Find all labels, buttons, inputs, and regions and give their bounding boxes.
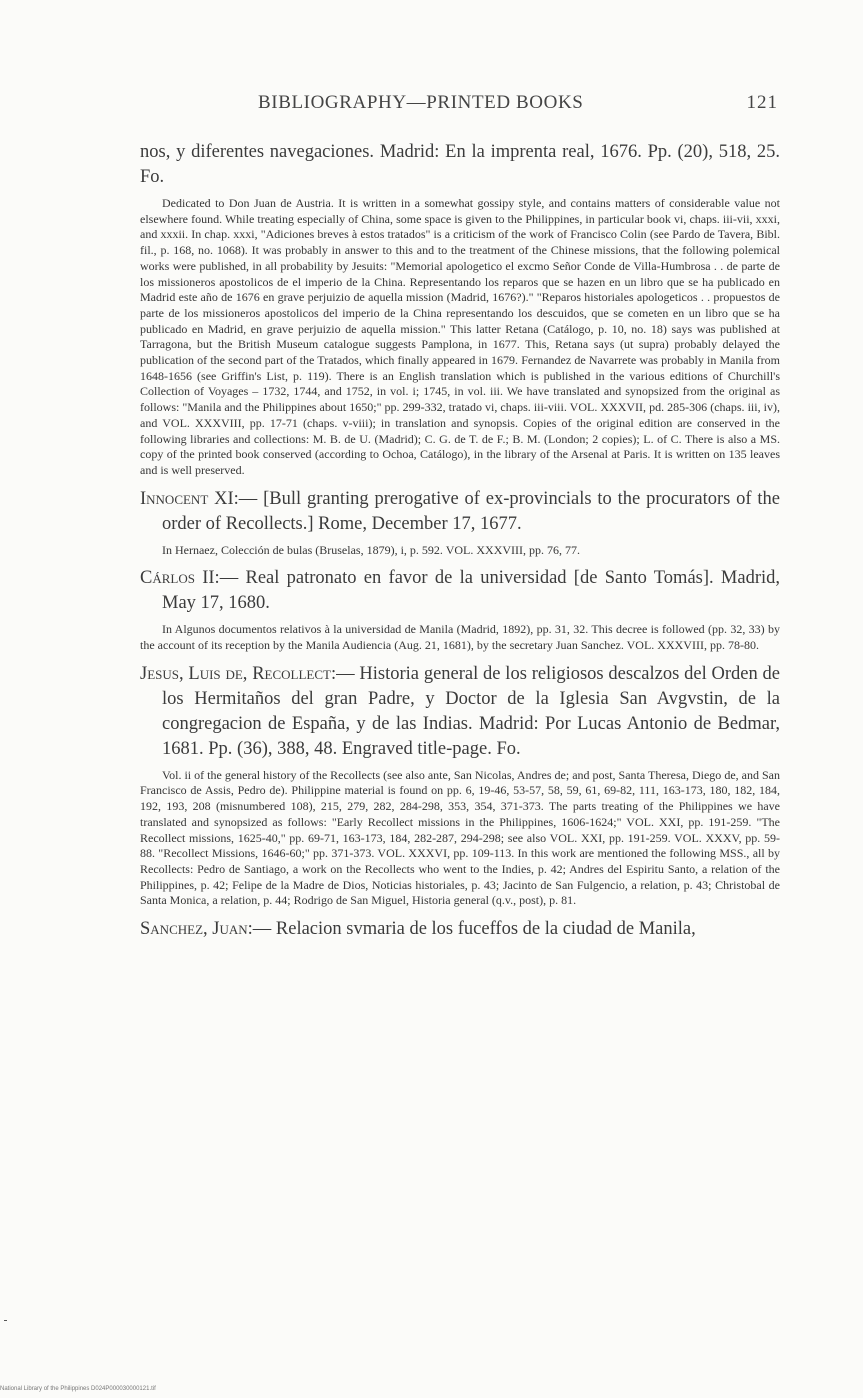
entry-heading: Sanchez, Juan:— <box>140 919 272 940</box>
entry-heading: Innocent XI:— <box>140 488 258 509</box>
entry-text-block <box>140 917 780 942</box>
entry-text: [Bull granting prerogative of ex-provincials to the procurators of the order of Recollects.] Rome, December 17, 1677. <box>162 488 780 534</box>
margin-mark <box>4 1320 7 1321</box>
entry-note: In Algunos documentos relativos à la universidad de Manila (Madrid, 1892), pp. 31, 32. This decree is followed (pp. 32, 33) by the account of its reception by the Manila Audiencia (Aug. 21, 1681), by the secretary Juan Sanchez. VOL. XXXVIII, pp. 78-80. <box>140 622 780 653</box>
running-title: BIBLIOGRAPHY—PRINTED BOOKS <box>258 92 584 113</box>
entry-text-block <box>140 662 780 762</box>
entry-heading: Jesus, Luis de, Recollect:— <box>140 663 355 684</box>
entry-heading: Cárlos II:— <box>140 568 239 589</box>
page-number: 121 <box>746 92 778 113</box>
bibliography-entry <box>140 566 780 653</box>
entry-note: In Hernaez, Colección de bulas (Bruselas, 1879), i, p. 592. VOL. XXXVIII, pp. 76, 77. <box>162 542 581 557</box>
entry-text-block <box>140 566 780 616</box>
bibliography-entry <box>140 140 780 479</box>
bibliography-entry <box>140 917 780 942</box>
bibliography-entry <box>140 487 780 559</box>
bibliography-entry <box>140 662 780 909</box>
entry-note: Vol. ii of the general history of the Recollects (see also ante, San Nicolas, Andres de; and post, Santa Theresa, Diego de, and San Francisco de Assis, Pedro de). Philippine material is found on pp. 6, 19-46, 53-57, 58, 59, 61, 69-82, 111, 163-173, 180, 182, 184, 192, 193, 208 (misnumbered 108), 215, 279, 282, 284-298, 353, 354, 371-373. The parts treating of the Philippines we have translated and synopsized as follows: "Early Recollect missions in the Philippines, 1606-1624;" VOL. XXI, pp. 191-259. "The Recollect missions, 1625-40," pp. 69-71, 163-173, 184, 282-287, 294-298; see also VOL. XXI, pp. 191-259. VOL. XXXV, pp. 59-88. "Recollect Missions, 1646-60;" pp. 371-373. VOL. XXXVI, pp. 109-113. In this work are mentioned the following MSS., all by Recollects: Pedro de Santiago, a work on the Recollects who went to the Indies, p. 42; Andres del Espiritu Santo, a relation of the Philippines, p. 42; Felipe de la Madre de Dios, Noticias historiales, p. 43; Jacinto de San Fulgencio, a relation, p. 43; Christobal de Santa Monica, a relation, p. 44; Rodrigo de San Miguel, Historia general (q.v., post), p. 81. <box>140 767 780 908</box>
entry-text: Historia general de los religiosos descalzos del Orden de los Hermitaños del gran Padre, y Doctor de la Iglesia San Avgvstin, de la congregacion de España, y de las Indias. Madrid: Por Lucas Antonio de Bedmar, 1681. Pp. (36), 388, 48. Engraved title-page. Fo. <box>162 663 780 759</box>
entry-text: nos, y diferentes navegaciones. Madrid: En la imprenta real, 1676. Pp. (20), 518, 25. Fo. <box>140 142 780 187</box>
entry-note: Dedicated to Don Juan de Austria. It is written in a somewhat gossipy style, and contains matters of considerable value not elsewhere found. While treating especially of China, some space is given to the Philippines, in particular book vi, chaps. iii-vii, xxxi, and xxxii. In chap. xxxi, "Adiciones breves à estos tratados" is a criticism of the work of Francisco Colin (see Pardo de Tavera, Bibl. fil., p. 168, no. 1068). It was probably in answer to this and to the treatment of the Chinese missions, that the following polemical works were published, in all probability by Jesuits: "Memorial apologetico el excmo Señor Conde de Villa-Humbrosa . . de parte de los missioneros apostolicos de el imperio de la China. Representando los reparos que se hazen en un libro que se ha publicado en Madrid este año de 1676 en grave perjuizio de aquella mission (Madrid, 1676?)." "Reparos historiales apologeticos . . propuestos de parte de los missioneros apostolicos del imperio de la China representando los descuidos, que se cometen en un libro que se ha publicado en Madrid, en grave perjuizio de aquella mission." This latter Retana (Catálogo, p. 10, no. 18) says was published at Tarragona, but the British Museum catalogue suggests Pamplona, in 1677. This, Retana says (ut supra) probably delayed the publication of the second part of the Tratados, which finally appeared in 1679. Fernandez de Navarrete was probably in Manila from 1648-1656 (see Griffin's List, p. 119). There is an English translation which is published in the various editions of Churchill's Collection of Voyages – 1732, 1744, and 1752, in vol. i; 1745, in vol. iii. We have translated and synopsized from the original as follows: "Manila and the Philippines about 1650;" pp. 299-332, tratado vi, chaps. iii-viii. VOL. XXXVII, pd. 285-306 (chaps. iii, iv), and VOL. XXXVIII, pp. 17-71 (chaps. v-viii); in translation and synopsis. Copies of the original edition are conserved in the following libraries and collections: M. B. de U. (Madrid); C. G. de T. de F.; B. M. (London; 2 copies); L. of C. There is also a MS. copy of the printed book conserved (according to Ochoa, Catálogo), in the library of the Arsenal at Paris. It is written on 135 leaves and is well preserved. <box>140 196 780 477</box>
entry-text: Real patronato en favor de la universidad [de Santo Tomás]. Madrid, May 17, 1680. <box>162 568 780 614</box>
entry-text-block <box>140 487 780 537</box>
scan-footer: National Library of the Philippines D024P000030000121.tif <box>0 1386 156 1392</box>
bibliography-content <box>140 140 780 944</box>
entry-text: Relacion svmaria de los fuceffos de la ciudad de Manila, <box>275 919 696 940</box>
